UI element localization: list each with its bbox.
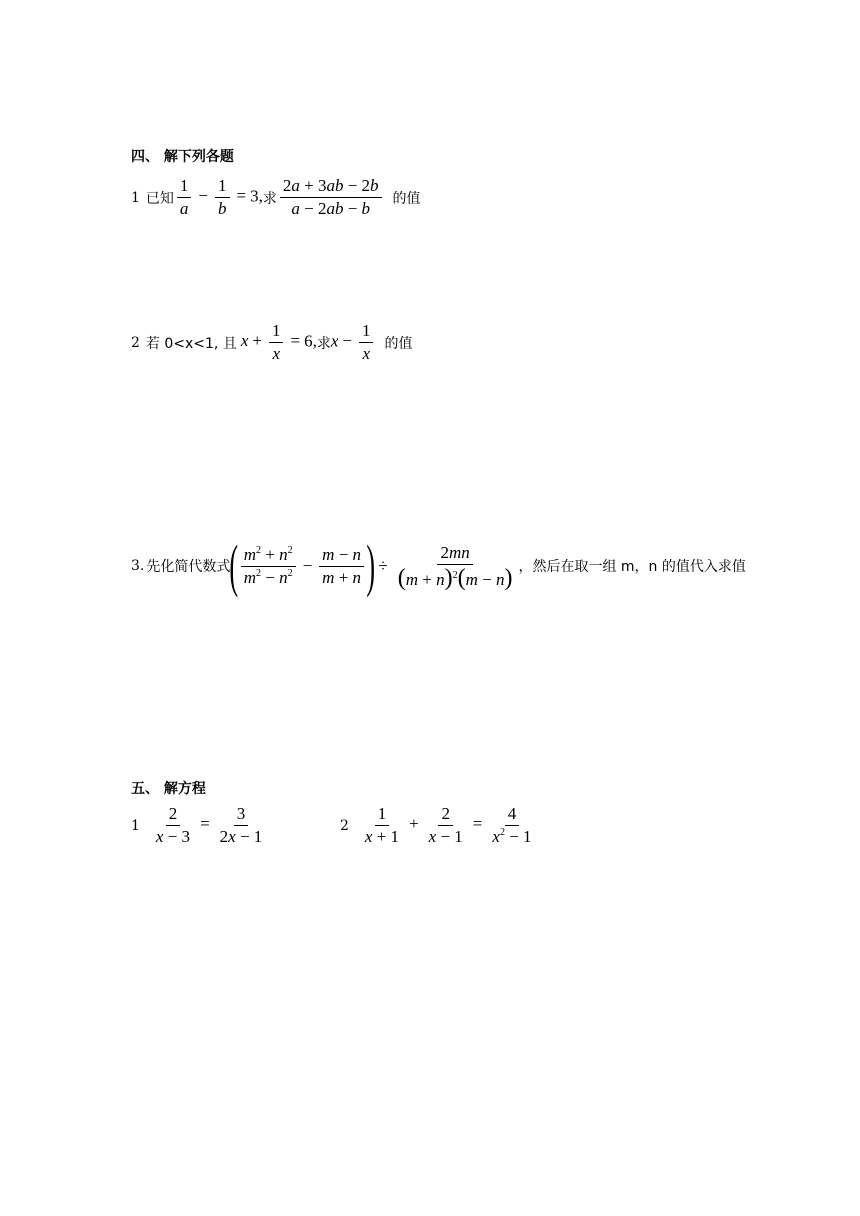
section-4-heading: 四、 解下列各题	[131, 149, 234, 165]
equation-1	[131, 803, 268, 848]
problem-1-number: 1	[131, 189, 140, 206]
equation-1-number: 1	[131, 817, 140, 834]
problem-3	[131, 533, 746, 598]
problem-2	[131, 320, 412, 365]
problem-2-ask: 求	[316, 335, 331, 352]
problem-2-expression: x − $\frac{1}{x}$	[331, 320, 377, 365]
problem-3-prefix: 先化简代数式	[146, 559, 231, 575]
problem-3-number: 3.	[131, 558, 145, 574]
equation-2-formula: $\frac{1}{x + 1}$ + $\frac{2}{x - 1}$ = $\frac{4}{x^2 - 1}$	[364, 804, 532, 846]
problem-1	[131, 175, 421, 220]
problem-2-prefix: 若 0<x<1, 且	[145, 335, 237, 352]
problem-1-expression: $\frac{2a + 3ab - 2b}{a - 2ab - b}$	[277, 175, 385, 220]
problem-2-suffix: 的值	[384, 335, 413, 352]
problem-1-formula: $\frac{1}{a}$ − $\frac{1}{b}$ = 3,	[174, 175, 263, 220]
problem-1-prefix: 已知	[145, 190, 174, 207]
problem-1-ask: 求	[262, 190, 277, 207]
equation-2-number: 2	[340, 817, 349, 834]
problem-1-suffix: 的值	[392, 190, 421, 207]
problem-3-expression: ( $\frac{m^2 + n^2}{m^2 - n^2}$ − $\frac{m - n}{m + n}$ ) ÷ $\frac{2mn}{(m + n)^2(m - n)}$	[229, 533, 513, 598]
equation-2	[340, 803, 538, 848]
section-5-heading: 五、 解方程	[131, 781, 206, 797]
problem-3-suffix: ，然后在取一组 m，n 的值代入求值	[518, 559, 746, 575]
problem-2-formula: x + $\frac{1}{x}$ = 6,	[240, 321, 317, 363]
equation-1-formula: $\frac{2}{x - 3}$ = $\frac{3}{2x - 1}$	[155, 804, 263, 846]
problem-2-number: 2	[131, 334, 140, 351]
